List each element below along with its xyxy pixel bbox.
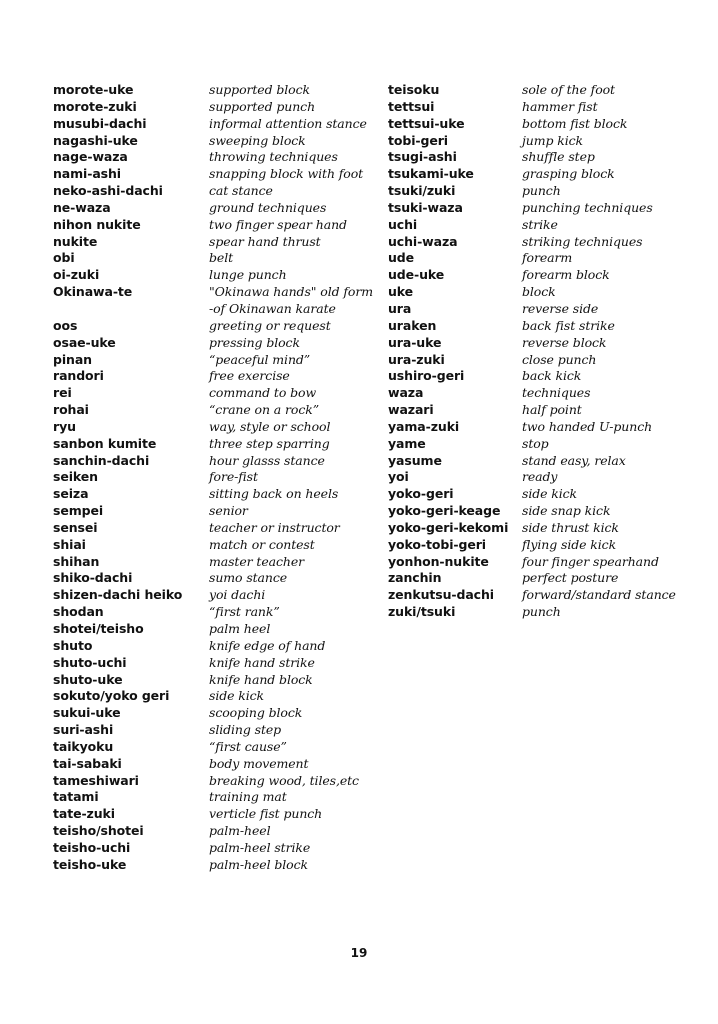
glossary-term: Okinawa-te (53, 284, 133, 300)
glossary-definition: knife hand strike (209, 654, 315, 670)
glossary-term: tobi-geri (388, 132, 448, 148)
glossary-term: yasume (388, 452, 442, 468)
glossary-definition: side kick (522, 486, 578, 502)
glossary-definition: snapping block with foot (209, 166, 364, 182)
glossary-term: morote-zuki (53, 98, 137, 114)
glossary-term: sanbon kumite (53, 435, 157, 451)
glossary-term: tate-zuki (53, 806, 115, 822)
glossary-term: tatami (53, 789, 99, 805)
glossary-term: osae-uke (53, 334, 116, 350)
glossary-definition: lunge punch (209, 267, 287, 283)
glossary-definition: sumo stance (209, 570, 288, 586)
glossary-definition: senior (209, 503, 248, 519)
glossary-definition: informal attention stance (209, 115, 367, 131)
glossary-term: yoko-geri-keage (388, 503, 501, 519)
glossary-term: wazari (388, 402, 434, 418)
glossary-definition: hammer fist (522, 98, 598, 114)
glossary-definition: palm-heel (209, 823, 271, 839)
glossary-term: oos (53, 317, 78, 333)
glossary-definition: “first cause” (209, 738, 287, 754)
glossary-definition: punching techniques (522, 199, 653, 215)
glossary-definition: -of Okinawan karate (209, 300, 336, 316)
glossary-term: yama-zuki (388, 418, 460, 434)
glossary-definition: supported punch (209, 98, 316, 114)
glossary-term: musubi-dachi (53, 115, 147, 131)
glossary-term: neko-ashi-dachi (53, 183, 163, 199)
glossary-definition: strike (522, 216, 558, 232)
glossary-term: uke (388, 284, 414, 300)
glossary-term: morote-uke (53, 82, 134, 97)
glossary-definition: "Okinawa hands" old form (209, 284, 373, 300)
glossary-definition: two finger spear hand (209, 216, 347, 232)
glossary-term: shuto-uchi (53, 654, 127, 670)
glossary-definition: block (522, 284, 556, 300)
glossary-term: uchi-waza (388, 233, 458, 249)
glossary-definition: stand easy, relax (522, 452, 626, 468)
glossary-term: tettsui (388, 98, 435, 114)
glossary-definition: reverse block (522, 334, 607, 350)
glossary-term: tettsui-uke (388, 115, 465, 131)
glossary-term: sanchin-dachi (53, 452, 150, 468)
glossary-definition: “peaceful mind” (209, 351, 311, 367)
glossary-definition: grasping block (522, 166, 615, 182)
glossary-definition: verticle fist punch (209, 806, 323, 822)
glossary-term: nihon nukite (53, 216, 141, 232)
glossary-definition: side thrust kick (522, 519, 619, 535)
page-number: 19 (350, 946, 368, 960)
glossary-definition: teacher or instructor (209, 519, 340, 535)
glossary-definition: bottom fist block (522, 115, 628, 131)
glossary-term: sukui-uke (53, 705, 121, 721)
glossary-term: sensei (53, 519, 98, 535)
glossary-definition: shuffle step (522, 149, 595, 165)
glossary-term: pinan (53, 351, 92, 367)
right-terms-column (388, 82, 520, 621)
glossary-definition: sliding step (209, 722, 282, 738)
glossary-term: rohai (53, 402, 89, 418)
glossary-definition: scooping block (209, 705, 303, 721)
glossary-term: tsugi-ashi (388, 149, 457, 165)
glossary-term: zanchin (388, 570, 442, 586)
glossary-term: yoko-tobi-geri (388, 536, 486, 552)
glossary-definition: back fist strike (522, 317, 615, 333)
left-terms-column (53, 82, 203, 874)
glossary-definition: jump kick (522, 132, 584, 148)
glossary-term: nage-waza (53, 149, 128, 165)
glossary-term: taikyoku (53, 738, 114, 754)
glossary-definition: training mat (209, 789, 287, 805)
glossary-term: shizen-dachi heiko (53, 587, 183, 603)
glossary-definition: greeting or request (209, 317, 331, 333)
glossary-term: teisoku (388, 82, 440, 97)
glossary-term: seiken (53, 469, 98, 485)
glossary-definition: three step sparring (209, 435, 330, 451)
glossary-term: zuki/tsuki (388, 604, 456, 620)
glossary-definition: side kick (209, 688, 265, 704)
glossary-definition: “crane on a rock” (209, 402, 319, 418)
glossary-term: ne-waza (53, 199, 111, 215)
glossary-term: obi (53, 250, 75, 266)
glossary-term: teisho-uchi (53, 839, 131, 855)
glossary-definition: sitting back on heels (209, 486, 339, 502)
glossary-definition: free exercise (209, 368, 290, 384)
glossary-term: tameshiwari (53, 772, 139, 788)
glossary-definition: yoi dachi (209, 587, 266, 603)
glossary-term: ura-uke (388, 334, 442, 350)
glossary-definition: throwing techniques (209, 149, 338, 165)
glossary-term: suri-ashi (53, 722, 114, 738)
glossary-term: yoi (388, 469, 409, 485)
glossary-term: yame (388, 435, 426, 451)
glossary-definition: cat stance (209, 183, 273, 199)
glossary-term: yoko-geri-kekomi (388, 519, 509, 535)
glossary-term: yonhon-nukite (388, 553, 489, 569)
glossary-term: waza (388, 385, 424, 401)
glossary-term: sokuto/yoko geri (53, 688, 170, 704)
glossary-term: uraken (388, 317, 437, 333)
glossary-definition: back kick (522, 368, 582, 384)
glossary-term: ryu (53, 418, 76, 434)
glossary-term: nukite (53, 233, 98, 249)
glossary-term: shotei/teisho (53, 621, 144, 636)
glossary-definition: palm-heel strike (209, 839, 311, 855)
glossary-definition: techniques (522, 385, 591, 401)
glossary-definition: belt (209, 250, 234, 266)
glossary-term: ude (388, 250, 415, 266)
glossary-definition: stop (522, 435, 549, 451)
glossary-definition: spear hand thrust (209, 233, 321, 249)
glossary-definition: command to bow (209, 385, 317, 401)
glossary-term: shuto-uke (53, 671, 123, 687)
glossary-term: ura-zuki (388, 351, 445, 367)
glossary-definition: two handed U-punch (522, 418, 653, 434)
glossary-term: shiai (53, 536, 86, 552)
glossary-definition: knife hand block (209, 671, 313, 687)
glossary-definition: reverse side (522, 300, 599, 316)
glossary-term: nami-ashi (53, 166, 121, 182)
glossary-definition: sweeping block (209, 132, 306, 148)
glossary-definition: hour glasss stance (209, 452, 325, 468)
glossary-term: teisho-uke (53, 856, 127, 872)
glossary-definition: palm heel (209, 621, 271, 636)
glossary-term: ushiro-geri (388, 368, 465, 384)
glossary-term: zenkutsu-dachi (388, 587, 494, 603)
glossary-definition: close punch (522, 351, 597, 367)
glossary-term: tai-sabaki (53, 755, 122, 771)
glossary-definition: way, style or school (209, 418, 331, 434)
glossary-definition: forward/standard stance (522, 587, 676, 603)
glossary-definition: match or contest (209, 536, 315, 552)
glossary-definition: body movement (209, 755, 309, 771)
right-definitions-column (522, 82, 712, 621)
glossary-term: yoko-geri (388, 486, 454, 502)
glossary-term: uchi (388, 216, 418, 232)
glossary-term: ude-uke (388, 267, 445, 283)
glossary-definition: side snap kick (522, 503, 611, 519)
glossary-term: tsuki/zuki (388, 183, 456, 199)
glossary-definition: pressing block (209, 334, 300, 350)
glossary-term: oi-zuki (53, 267, 100, 283)
glossary-definition: ready (522, 469, 558, 485)
glossary-definition: knife edge of hand (209, 637, 326, 653)
glossary-definition: sole of the foot (522, 82, 615, 97)
glossary-definition: ground techniques (209, 199, 327, 215)
glossary-term: tsuki-waza (388, 199, 463, 215)
glossary-definition: master teacher (209, 553, 304, 569)
glossary-term: shodan (53, 604, 104, 620)
glossary-definition: forearm (522, 250, 573, 266)
glossary-term: teisho/shotei (53, 823, 144, 839)
glossary-term: shuto (53, 637, 93, 653)
glossary-term: nagashi-uke (53, 132, 138, 148)
glossary-definition: fore-fist (209, 469, 258, 485)
glossary-term: shiko-dachi (53, 570, 133, 586)
glossary-term: sempei (53, 503, 104, 519)
glossary-term: seiza (53, 486, 89, 502)
glossary-definition: half point (522, 402, 582, 418)
glossary-definition: punch (522, 183, 561, 199)
glossary-definition: “first rank” (209, 604, 280, 620)
glossary-definition: flying side kick (522, 536, 617, 552)
glossary-definition: perfect posture (522, 570, 619, 586)
glossary-term: shihan (53, 553, 100, 569)
glossary-definition: four finger spearhand (522, 553, 659, 569)
glossary-term: randori (53, 368, 104, 384)
glossary-definition: palm-heel block (209, 856, 308, 872)
glossary-term: tsukami-uke (388, 166, 474, 182)
glossary-definition: punch (522, 604, 561, 620)
left-definitions-column (209, 82, 387, 874)
glossary-term (53, 301, 203, 318)
glossary-definition: forearm block (522, 267, 610, 283)
glossary-definition: supported block (209, 82, 310, 97)
glossary-definition: breaking wood, tiles,etc (209, 772, 359, 788)
glossary-term: ura (388, 300, 412, 316)
glossary-term: rei (53, 385, 72, 401)
glossary-definition: striking techniques (522, 233, 643, 249)
